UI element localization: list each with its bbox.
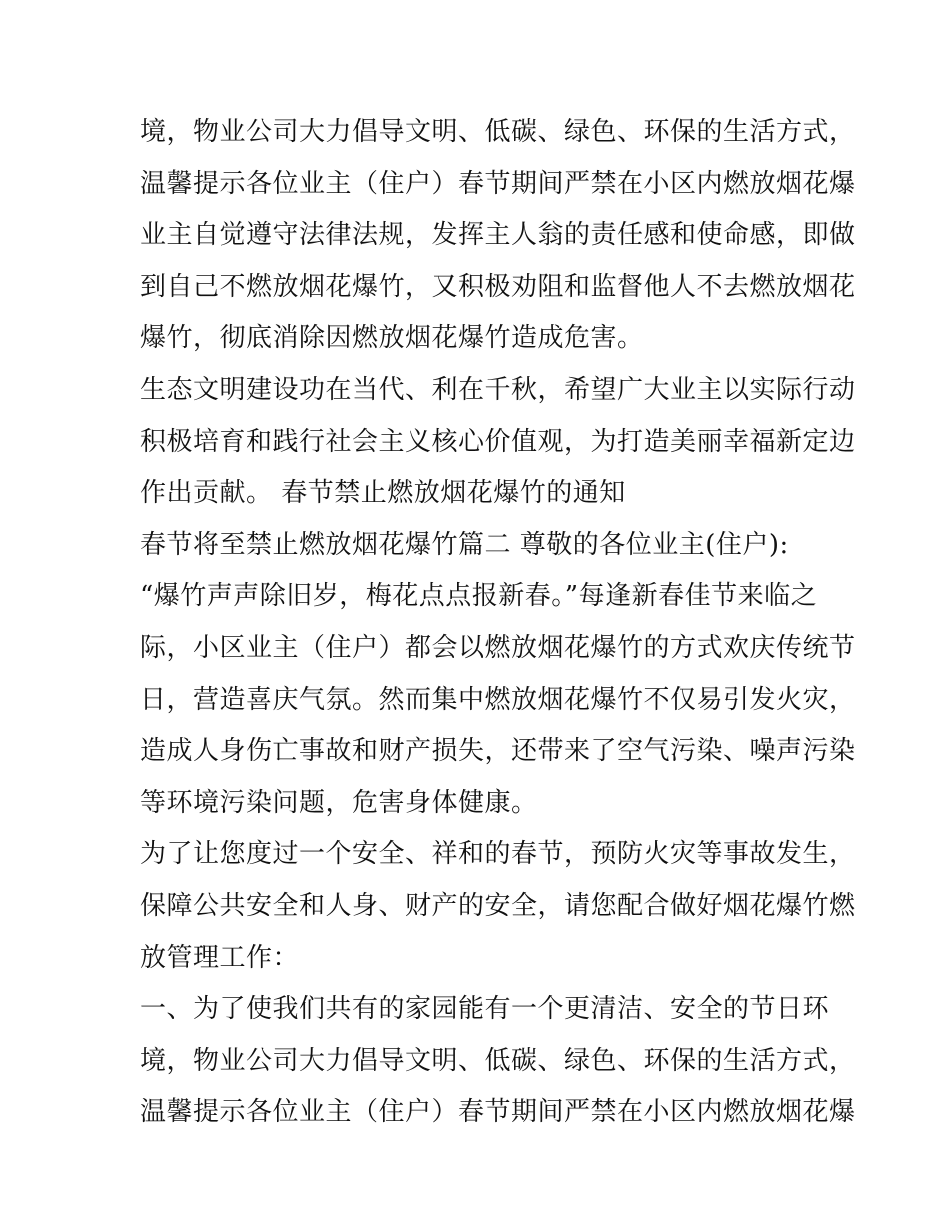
text-line: 生态文明建设功在当代、利在千秋，希望广大业主以实际行动 [140,374,856,405]
text-line: 一、为了使我们共有的家园能有一个更清洁、安全的节日环 [140,994,830,1025]
text-line: 春节将至禁止燃放烟花爆竹篇二 尊敬的各位业主(住户): [140,529,789,560]
text-line: 作出贡献。 春节禁止燃放烟花爆竹的通知 [140,478,626,509]
text-line: 积极培育和践行社会主义核心价值观，为打造美丽幸福新定边 [140,426,856,457]
document-body [140,107,856,1139]
text-line: 保障公共安全和人身、财产的安全，请您配合做好烟花爆竹燃 [140,890,856,921]
text-line: 境，物业公司大力倡导文明、低碳、绿色、环保的生活方式， [140,117,856,147]
text-line: 温馨提示各位业主（住户）春节期间严禁在小区内燃放烟花爆 [140,168,856,199]
text-line: 爆竹，彻底消除因燃放烟花爆竹造成危害。 [140,323,644,354]
text-line: 等环境污染问题，危害身体健康。 [140,787,538,818]
text-line: 到自己不燃放烟花爆竹，又积极劝阻和监督他人不去燃放烟花 [140,271,856,302]
text-line: 为了让您度过一个安全、祥和的春节，预防火灾等事故发生， [140,839,856,870]
text-line: “爆竹声声除旧岁，梅花点点报新春。”每逢新春佳节来临之 [140,581,818,612]
text-line: 业主自觉遵守法律法规，发挥主人翁的责任感和使命感，即做 [140,220,856,251]
text-line: 境，物业公司大力倡导文明、低碳、绿色、环保的生活方式， [140,1045,856,1076]
text-line: 日，营造喜庆气氛。然而集中燃放烟花爆竹不仅易引发火灾， [140,684,856,715]
text-line: 际，小区业主（住户）都会以燃放烟花爆竹的方式欢庆传统节 [140,632,856,663]
text-line: 放管理工作： [140,942,300,973]
text-line: 温馨提示各位业主（住户）春节期间严禁在小区内燃放烟花爆 [140,1097,856,1128]
text-line: 造成人身伤亡事故和财产损失，还带来了空气污染、噪声污染 [140,736,856,767]
